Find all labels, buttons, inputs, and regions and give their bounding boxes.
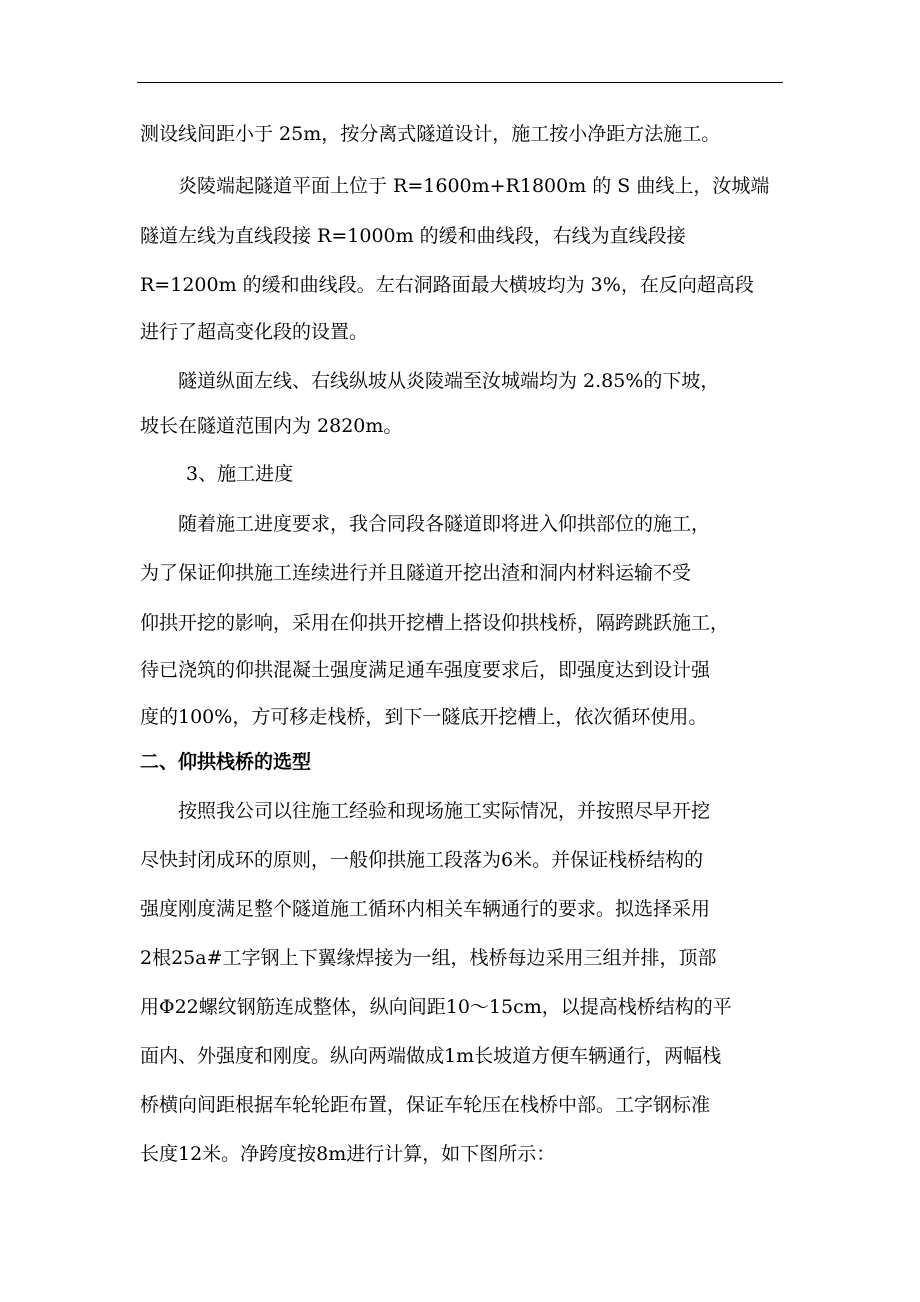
text-line: 仰拱开挖的影响，采用在仰拱开挖槽上搭设仰拱栈桥，隔跨跳跃施工，: [140, 612, 730, 634]
text-line: 长度12米。净跨度按8m进行计算，如下图所示：: [140, 1143, 556, 1165]
header-rule: [137, 82, 783, 83]
text-line: 为了保证仰拱施工连续进行并且隧道开挖出渣和洞内材料运输不受: [140, 562, 692, 584]
section-item-title: 3、施工进度: [186, 463, 294, 485]
text-line: 2根25a#工字钢上下翼缘焊接为一组，栈桥每边采用三组并排，顶部: [140, 947, 717, 969]
text-line: 按照我公司以往施工经验和现场施工实际情况，并按照尽早开挖: [178, 800, 711, 822]
text-line: 隧道左线为直线段接 R=1000m 的缓和曲线段，右线为直线段接: [140, 225, 686, 247]
text-line: 测设线间距小于 25m，按分离式隧道设计，施工按小净距方法施工。: [140, 123, 721, 145]
text-line: 用Φ22螺纹钢筋连成整体，纵向间距10～15cm，以提高栈桥结构的平: [140, 996, 732, 1018]
section-heading: 二、仰拱栈桥的选型: [140, 751, 312, 773]
text-line: 坡长在隧道范围内为 2820m。: [140, 415, 403, 437]
text-line: 面内、外强度和刚度。纵向两端做成1m长坡道方便车辆通行，两幅栈: [140, 1045, 722, 1067]
text-line: 进行了超高变化段的设置。: [140, 321, 369, 343]
text-line: 待已浇筑的仰拱混凝土强度满足通车强度要求后，即强度达到设计强: [140, 659, 711, 681]
text-line: 桥横向间距根据车轮轮距布置，保证车轮压在栈桥中部。工字钢标准: [140, 1094, 711, 1116]
text-line: 强度刚度满足整个隧道施工循环内相关车辆通行的要求。拟选择采用: [140, 898, 711, 920]
text-line: 炎陵端起隧道平面上位于 R=1600m+R1800m 的 S 曲线上，汝城端: [178, 175, 770, 197]
text-line: 随着施工进度要求，我合同段各隧道即将进入仰拱部位的施工，: [178, 513, 711, 535]
text-line: R=1200m 的缓和曲线段。左右洞路面最大横坡均为 3%，在反向超高段: [140, 274, 754, 296]
text-line: 度的100%，方可移走栈桥，到下一隧底开挖槽上，依次循环使用。: [140, 706, 708, 728]
text-line: 隧道纵面左线、右线纵坡从炎陵端至汝城端均为 2.85%的下坡，: [178, 370, 720, 392]
text-line: 尽快封闭成环的原则，一般仰拱施工段落为6米。并保证栈桥结构的: [140, 849, 704, 871]
